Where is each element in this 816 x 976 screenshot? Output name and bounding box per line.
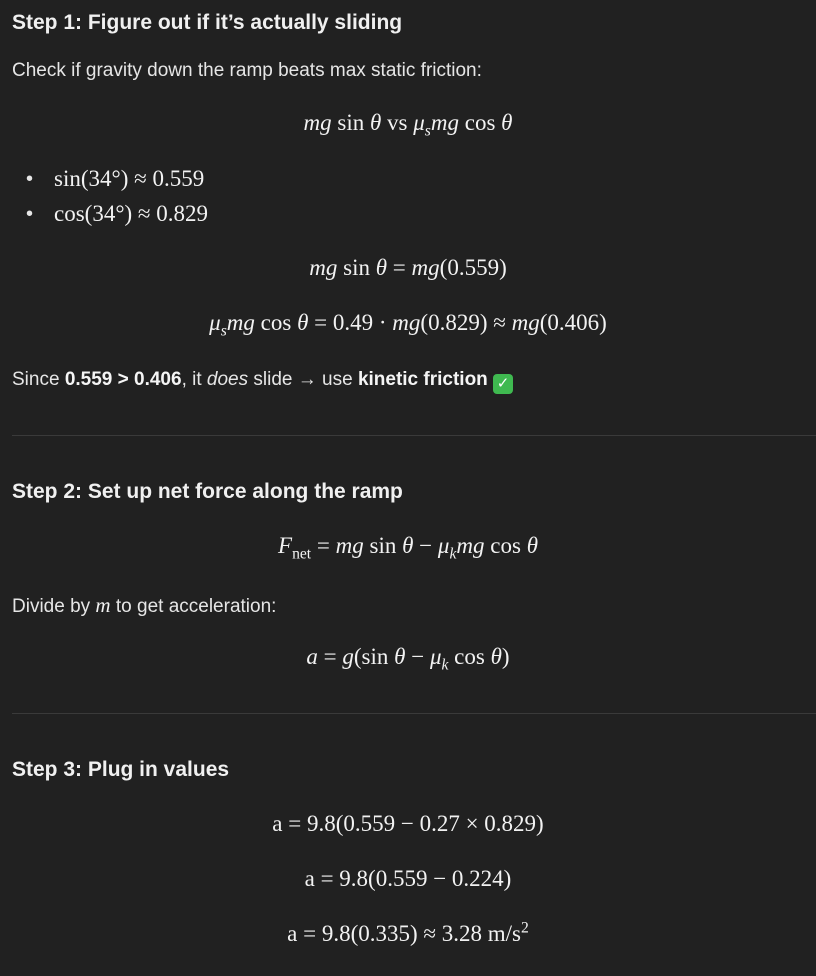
step1-intro: Check if gravity down the ramp beats max static friction:: [12, 60, 482, 81]
section-divider: [12, 713, 816, 714]
check-mark-icon: ✓: [493, 374, 513, 394]
acceleration-formula: a = g(sin $\theta - \mu_k$ cos θ): [306, 644, 510, 674]
final-acceleration: a = 9.8(0.335) ≈ 3.28 $m/s^2$: [287, 919, 529, 946]
section-divider: [12, 435, 816, 436]
substitution-line-2: a = 9.8(0.559 − 0.224): [304, 866, 512, 891]
step2-divide-text: Divide by m to get acceleration:: [12, 593, 277, 617]
gravity-component-equation: mg sin θ = mg(0.559): [309, 255, 507, 280]
step1-conclusion: Since 0.559 > 0.406, it does slide → use kinetic friction ✓: [12, 369, 513, 394]
net-force-equation: $F_{net}$ = mg $\sin \theta - \mu_kmg$ cos θ: [278, 533, 538, 563]
static-friction-equation: $\mu_smg$ cos θ = 0.49 · mg(0.829) ≈ mg(0.406): [209, 310, 607, 340]
step2-heading: Step 2: Set up net force along the ramp: [12, 480, 403, 503]
step1-heading: Step 1: Figure out if it’s actually sliding: [12, 11, 403, 34]
bullet-sin: sin(34°) ≈ 0.559: [54, 166, 205, 191]
bullet-dot: •: [26, 168, 34, 190]
substitution-line-1: a = 9.8(0.559 − 0.27 × 0.829): [272, 811, 544, 836]
bullet-dot: •: [26, 203, 34, 225]
comparison-equation: mg sin θ vs $\mu_smg$ cos θ: [303, 110, 513, 140]
bullet-cos: cos(34°) ≈ 0.829: [54, 201, 209, 226]
step3-heading: Step 3: Plug in values: [12, 758, 230, 781]
